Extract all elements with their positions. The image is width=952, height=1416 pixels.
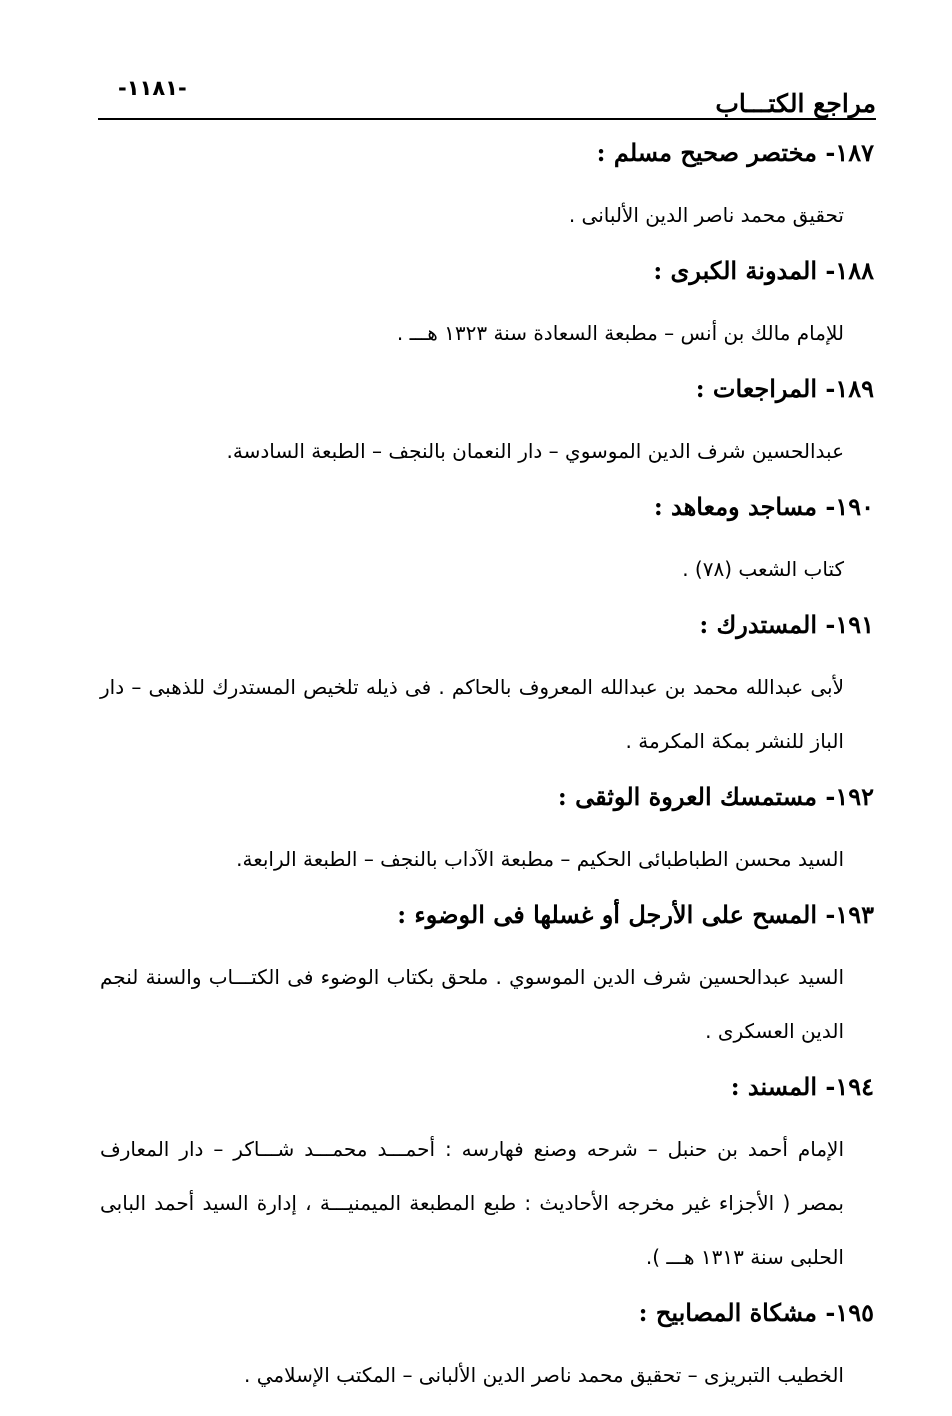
reference-entry-189: [100, 374, 874, 478]
reference-entry-187: [100, 138, 874, 242]
reference-heading: ١٩٥- مشكاة المصابيح :: [638, 1298, 874, 1327]
reference-list: [100, 138, 874, 1416]
reference-heading: ١٩٤- المسند :: [730, 1072, 874, 1101]
header-rule: [98, 118, 876, 120]
reference-heading: ١٨٩- المراجعات :: [695, 374, 874, 403]
reference-entry-193: [100, 900, 874, 1058]
reference-body: الخطيب التبريزى – تحقيق محمد ناصر الدين الألبانى – المكتب الإسلامي .: [244, 1363, 844, 1387]
reference-heading: ١٨٨- المدونة الكبرى :: [653, 256, 874, 285]
reference-body: عبدالحسين شرف الدين الموسوي – دار النعمان بالنجف – الطبعة السادسة.: [226, 439, 844, 463]
reference-body: تحقيق محمد ناصر الدين الألبانى .: [568, 203, 844, 227]
reference-body: السيد عبدالحسين شرف الدين الموسوي . ملحق بكتاب الوضوء فى الكتـــاب والسنة لنجم الدين العسكرى .: [100, 965, 844, 1043]
reference-entry-192: [100, 782, 874, 886]
reference-heading: ١٩٣- المسح على الأرجل أو غسلها فى الوضوء :: [397, 900, 874, 929]
reference-heading: ١٩٠- مساجد ومعاهد :: [653, 492, 874, 521]
reference-heading: ١٨٧- مختصر صحيح مسلم :: [596, 138, 874, 167]
reference-body: السيد محسن الطباطبائى الحكيم – مطبعة الآداب بالنجف – الطبعة الرابعة.: [236, 847, 844, 871]
reference-heading: ١٩٢- مستمسك العروة الوثقى :: [557, 782, 874, 811]
reference-entry-194: [100, 1072, 874, 1284]
reference-entry-191: [100, 610, 874, 768]
reference-entry-195: [100, 1298, 874, 1402]
reference-entry-190: [100, 492, 874, 596]
reference-body: الإمام أحمد بن حنبل – شرحه وصنع فهارسه : أحمـــد محمـــد شـــاكر – دار المعارف بمصر ( الأجزاء غير مخرجه الأحاديث : طبع المطبعة الميمنيـــة ، إدارة السيد أحمد البابى الحلبى سنة ١٣١٣ هـــ ).: [100, 1137, 844, 1269]
reference-entry-188: [100, 256, 874, 360]
reference-heading: ١٩١- المستدرك :: [699, 610, 874, 639]
reference-body: للإمام مالك بن أنس – مطبعة السعادة سنة ١٣٢٣ هـــ .: [396, 321, 844, 345]
running-title: مراجع الكتـــاب: [715, 89, 876, 118]
reference-body: كتاب الشعب (٧٨) .: [682, 557, 844, 581]
page-number: -١١٨١-: [118, 76, 187, 100]
reference-body: لأبى عبدالله محمد بن عبدالله المعروف بالحاكم . فى ذيله تلخيص المستدرك للذهبى – دار الباز للنشر بمكة المكرمة .: [100, 675, 844, 753]
